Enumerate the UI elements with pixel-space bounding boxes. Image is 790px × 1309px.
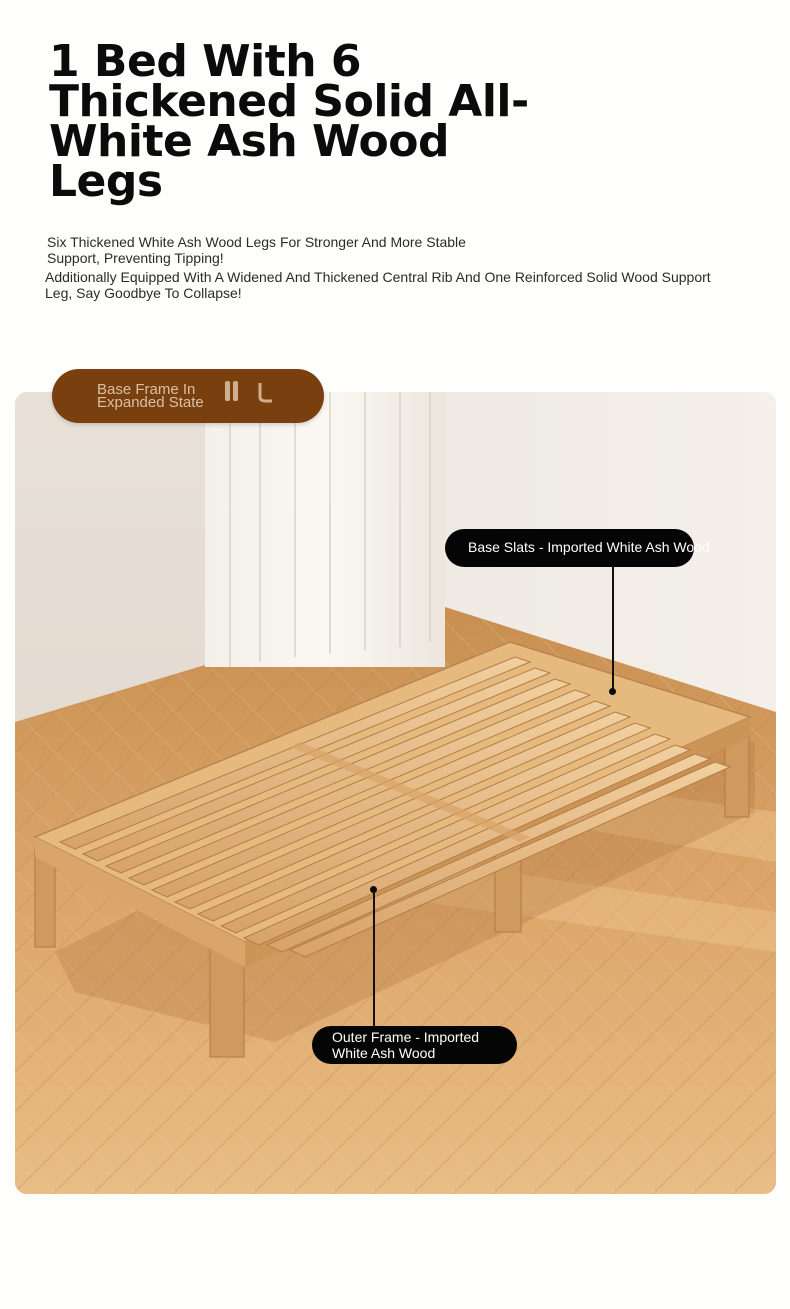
frame-leader-line [373, 890, 375, 1027]
leg-icon [222, 379, 242, 403]
slats-anchor-dot [609, 688, 616, 695]
slats-leader-line [612, 567, 614, 691]
description-paragraph-2: Additionally Equipped With A Widened And Thickened Central Rib And One Reinforced Solid Wood Support Leg, Say Goodbye To Collapse! [45, 269, 711, 301]
expanded-state-badge [52, 369, 324, 423]
description-paragraph-1: Six Thickened White Ash Wood Legs For Stronger And More Stable Support, Preventing Tipping! [47, 234, 466, 266]
product-photo [15, 392, 776, 1194]
state-badge-label: Base Frame In Expanded State [97, 381, 204, 411]
frame-callout: Outer Frame - Imported White Ash Wood [312, 1026, 517, 1064]
bracket-icon [256, 379, 276, 403]
frame-anchor-dot [370, 886, 377, 893]
page-title: 1 Bed With 6 Thickened Solid All-White Ash Wood Legs [49, 36, 529, 207]
slats-callout: Base Slats - Imported White Ash Wood [445, 529, 694, 567]
bed-frame-illustration [15, 392, 776, 1194]
